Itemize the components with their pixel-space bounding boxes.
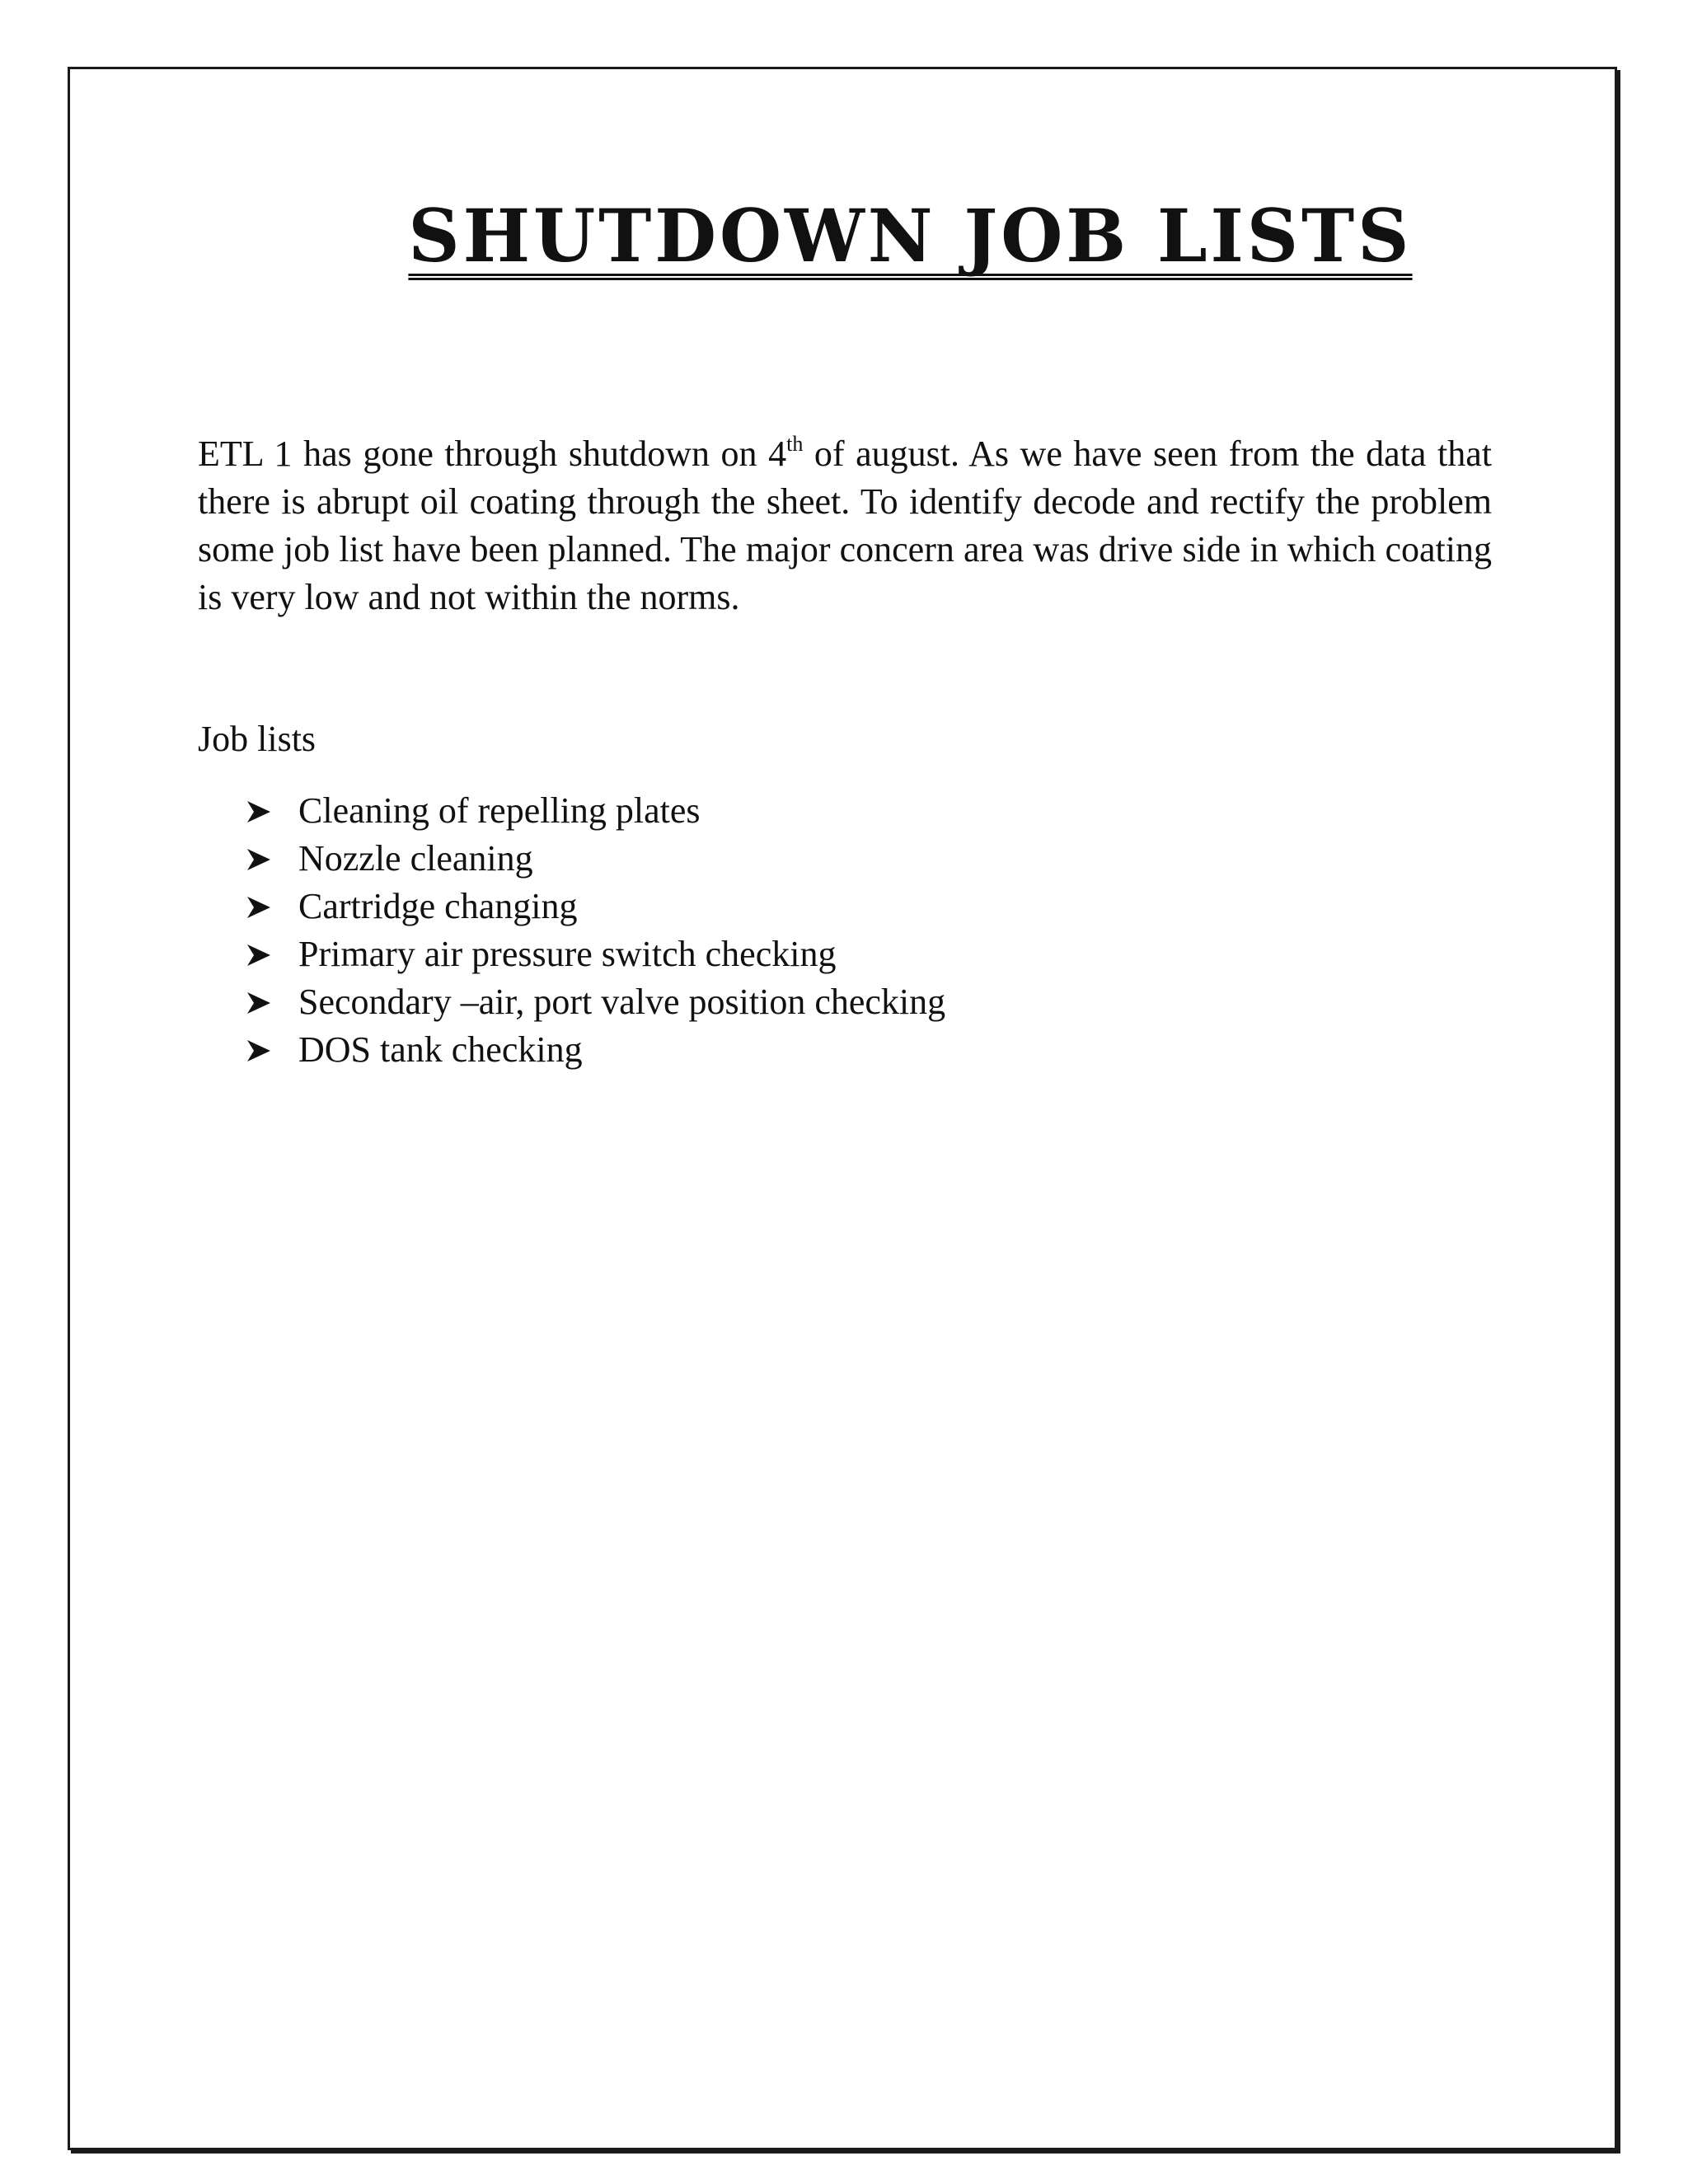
list-item: [247, 883, 945, 930]
job-item-text: Primary air pressure switch checking: [298, 934, 837, 974]
list-item: [247, 1026, 945, 1074]
list-item: [247, 930, 945, 978]
job-item-text: Nozzle cleaning: [298, 838, 533, 879]
arrowhead-bullet-icon: [247, 801, 270, 823]
job-item-text: Secondary –air, port valve position checking: [298, 982, 946, 1022]
title-container: [0, 193, 1688, 280]
arrowhead-bullet-icon: [247, 992, 270, 1014]
arrowhead-bullet-icon: [247, 849, 270, 870]
job-item-text: Cleaning of repelling plates: [298, 790, 701, 831]
intro-text-part2: of august. As we have seen from the data that there is abrupt oil coating through the sheet. To identify decode and rectify the problem some job list have been planned. The major concern area was drive side in which coating is very low and not within the norms.: [198, 434, 1492, 617]
job-item-text: Cartridge changing: [298, 886, 578, 926]
page-title: SHUTDOWN JOB LISTS: [408, 198, 1412, 280]
page-border: [68, 67, 1617, 2150]
job-list: [247, 787, 945, 1074]
arrowhead-bullet-icon: [247, 1040, 270, 1062]
arrowhead-bullet-icon: [247, 897, 270, 918]
intro-superscript: th: [786, 432, 804, 456]
job-item-text: DOS tank checking: [298, 1029, 583, 1070]
arrowhead-bullet-icon: [247, 944, 270, 966]
list-item: [247, 978, 945, 1026]
job-list-heading: Job lists: [198, 719, 316, 759]
intro-paragraph: [198, 430, 1492, 621]
list-item: [247, 787, 945, 835]
intro-text-part1: ETL 1 has gone through shutdown on 4: [198, 434, 787, 474]
list-item: [247, 835, 945, 883]
